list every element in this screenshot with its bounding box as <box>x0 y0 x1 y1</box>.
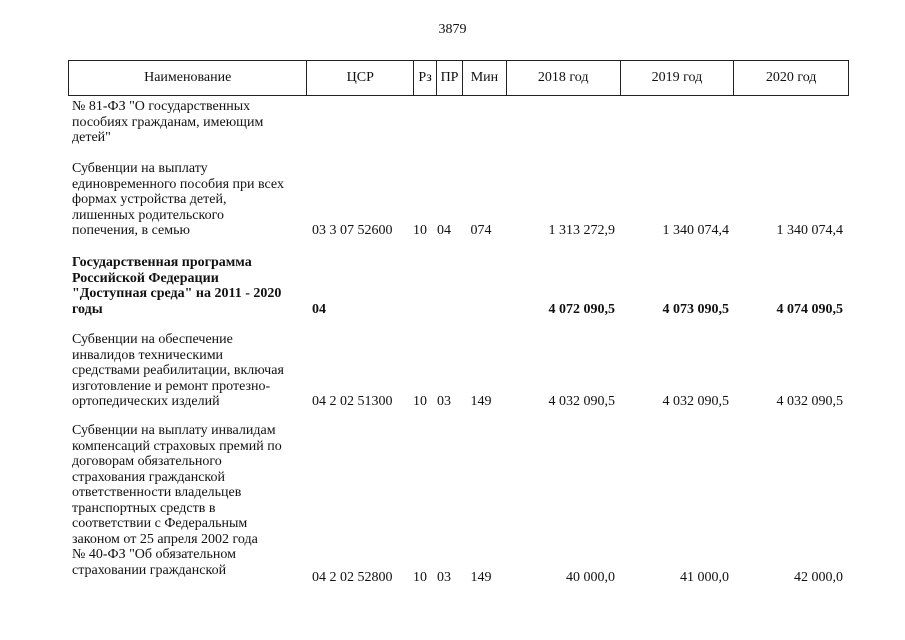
row-name-line: изготовление и ремонт протезно- <box>72 378 271 394</box>
row-name-line: "Доступная среда" на 2011 - 2020 <box>72 286 282 301</box>
row-name-line: средствами реабилитации, включая <box>72 363 284 378</box>
row-name-line: единовременного пособия при всех <box>72 176 284 192</box>
row-2018: 4 032 090,5 <box>548 394 615 409</box>
row-2020: 4 032 090,5 <box>776 394 843 409</box>
row-2018: 1 313 272,9 <box>548 223 615 238</box>
row-name <box>72 99 303 146</box>
row-name-line: пособиях гражданам, имеющим <box>72 114 264 130</box>
header-rz: Рз <box>414 61 437 95</box>
header-name: Наименование <box>69 61 307 95</box>
row-rz: 10 <box>413 223 427 238</box>
row-name <box>72 161 303 239</box>
row-2018: 40 000,0 <box>566 570 615 585</box>
row-name-line: соответствии с Федеральным <box>72 516 248 531</box>
row-name-line: № 81-ФЗ "О государственных <box>72 99 251 114</box>
header-2020: 2020 год <box>765 70 817 85</box>
row-name-line: ортопедических изделий <box>72 394 220 409</box>
row-pr: 03 <box>437 570 451 585</box>
row-csr: 04 2 02 51300 <box>312 394 393 409</box>
row-name-line: попечения, в семью <box>72 223 190 238</box>
row-min: 074 <box>470 223 492 238</box>
row-name-line: Субвенции на выплату <box>72 161 208 176</box>
row-pr: 03 <box>437 394 451 409</box>
row-name-line: инвалидов техническими <box>72 347 224 363</box>
row-name-line: годы <box>72 301 103 317</box>
row-name-line: лишенных родительского <box>72 207 224 223</box>
row-name-line: ответственности владельцев <box>72 485 242 500</box>
row-min: 149 <box>470 570 492 585</box>
table-header <box>68 60 849 96</box>
row-2018: 4 072 090,5 <box>548 302 615 317</box>
row-name <box>72 255 303 317</box>
row-csr: 03 3 07 52600 <box>312 223 393 238</box>
row-name-line: формах устройства детей, <box>72 192 227 207</box>
row-name-line: Субвенции на выплату инвалидам <box>72 423 276 438</box>
row-rz: 10 <box>413 394 427 409</box>
row-2020: 42 000,0 <box>794 570 843 585</box>
header-csr: ЦСР <box>307 61 414 95</box>
row-rz: 10 <box>413 570 427 585</box>
row-2019: 4 073 090,5 <box>662 302 729 317</box>
row-name-line: страховании гражданской <box>72 562 227 578</box>
row-csr: 04 <box>312 302 326 317</box>
row-name-line: Субвенции на обеспечение <box>72 332 233 347</box>
header-min: Мин <box>463 61 507 95</box>
header-2018: 2018 год <box>507 61 621 95</box>
row-name-line: № 40-ФЗ "Об обязательном <box>72 547 236 562</box>
row-name <box>72 423 303 578</box>
row-name-line: законом от 25 апреля 2002 года <box>72 531 258 547</box>
row-name-line: Государственная программа <box>72 255 252 270</box>
row-name-line: договорам обязательного <box>72 454 222 469</box>
row-2020: 4 074 090,5 <box>776 302 843 317</box>
row-csr: 04 2 02 52800 <box>312 570 393 585</box>
row-name-line: детей" <box>72 130 111 145</box>
row-name-line: компенсаций страховых премий по <box>72 438 282 454</box>
page-number: 3879 <box>438 22 467 37</box>
row-name-line: Российской Федерации <box>72 270 219 286</box>
header-2019: 2019 год <box>621 61 735 95</box>
row-2019: 1 340 074,4 <box>662 223 729 238</box>
row-name <box>72 332 303 410</box>
row-name-line: транспортных средств в <box>72 500 216 516</box>
row-pr: 04 <box>437 223 451 238</box>
row-min: 149 <box>470 394 492 409</box>
header-pr: ПР <box>437 61 463 95</box>
row-2019: 41 000,0 <box>680 570 729 585</box>
row-2020: 1 340 074,4 <box>776 223 843 238</box>
row-2019: 4 032 090,5 <box>662 394 729 409</box>
row-name-line: страхования гражданской <box>72 469 226 485</box>
